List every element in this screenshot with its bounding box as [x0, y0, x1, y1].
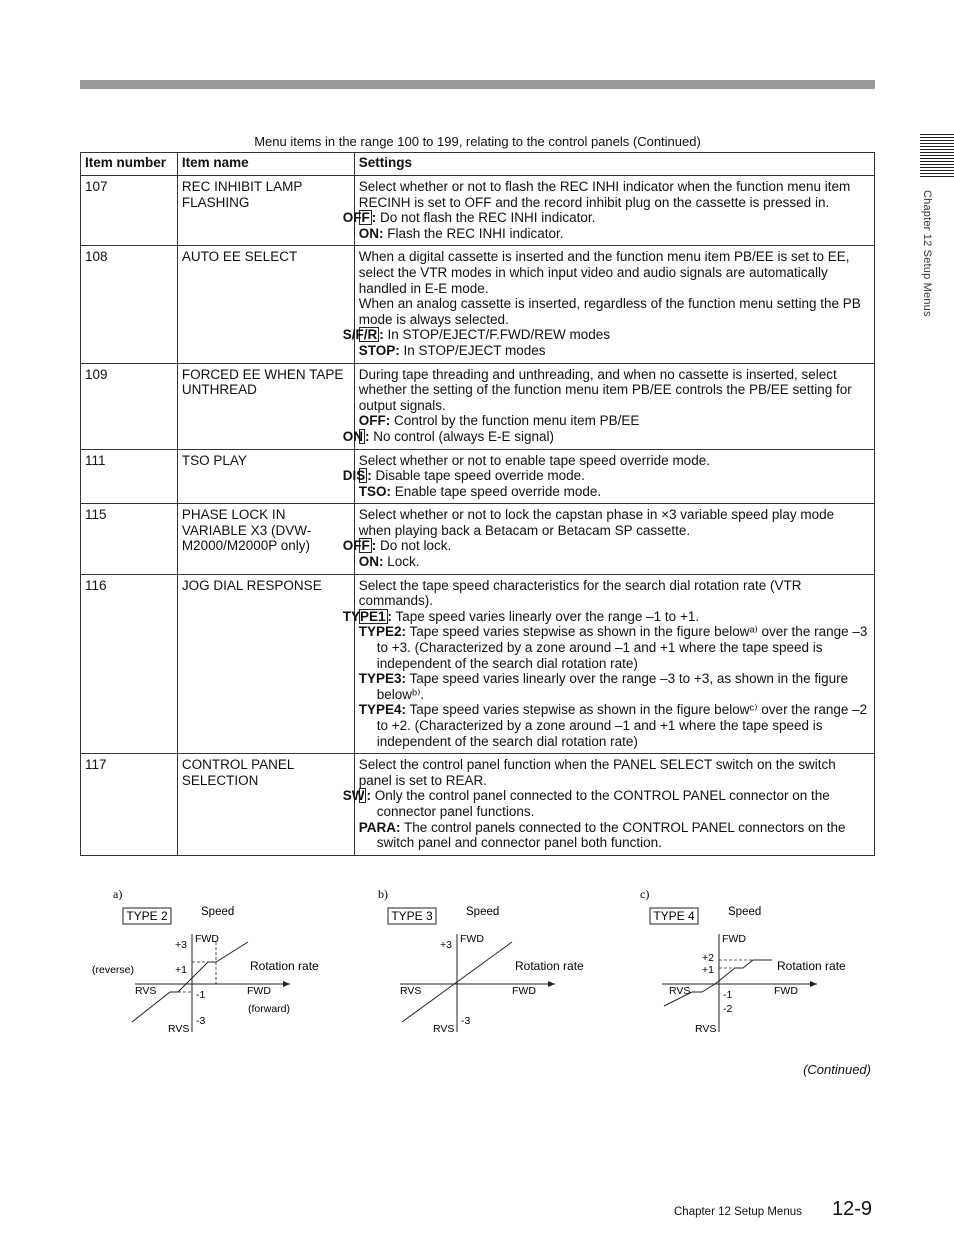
- tick-label-plus1: +1: [175, 964, 187, 976]
- fwd-top-label: FWD: [722, 933, 746, 945]
- settings-description: Select whether or not to enable tape speed override mode.: [358, 452, 710, 468]
- tick-label-minus1: -1: [196, 989, 206, 1001]
- setting-option: [359, 484, 870, 500]
- option-colon: :: [367, 468, 372, 484]
- axis-arrow-icon: [548, 981, 555, 987]
- setting-option: [342, 428, 870, 445]
- setting-option: [359, 624, 870, 671]
- setting-option: [359, 413, 870, 429]
- item-settings: [342, 449, 874, 504]
- option-text: Do not flash the REC INHI indicator.: [376, 210, 596, 226]
- header-item-number: Item number: [81, 153, 178, 176]
- option-label: OFF:: [358, 413, 391, 429]
- figure-letter: b): [378, 887, 388, 901]
- settings-description: When an analog cassette is inserted, regardless of the function menu setting the PB mode is always selected.: [358, 296, 861, 327]
- figures-svg: [80, 884, 875, 1044]
- speed-axis-label: Speed: [728, 906, 762, 918]
- figure-type-label: TYPE 2: [126, 909, 168, 923]
- item-name: CONTROL PANEL SELECTION: [177, 754, 354, 856]
- table-header-row: [81, 153, 875, 176]
- table-row: [81, 754, 875, 856]
- default-option-label: TYPE1: [342, 608, 386, 624]
- setting-option: [359, 702, 870, 749]
- default-option-label: DIS: [342, 468, 366, 484]
- jog-response-figures: [80, 884, 875, 1044]
- item-number: 108: [81, 246, 178, 363]
- fwd-right-label: FWD: [512, 985, 536, 997]
- setting-option: [342, 788, 870, 819]
- tick-label-plus3: +3: [175, 939, 187, 951]
- header-settings: Settings: [354, 153, 874, 176]
- option-label: STOP:: [358, 342, 400, 358]
- item-name: PHASE LOCK IN VARIABLE X3 (DVW-M2000/M2000P only): [177, 504, 354, 574]
- tick-label-minus2: -2: [723, 1003, 733, 1015]
- continued-note: (Continued): [803, 1062, 871, 1077]
- option-label: PARA:: [358, 819, 401, 835]
- footer-chapter: Chapter 12 Setup Menus: [674, 1206, 802, 1218]
- item-settings: [342, 176, 874, 246]
- setting-option: [342, 210, 870, 226]
- table-row: [81, 449, 875, 504]
- table-row: [81, 574, 875, 754]
- tick-label-minus3: -3: [461, 1015, 471, 1027]
- fwd-right-label: FWD: [774, 985, 798, 997]
- reverse-label: (reverse): [92, 964, 135, 976]
- item-settings: [342, 574, 874, 754]
- option-label: ON:: [358, 225, 384, 241]
- option-label: ON:: [358, 554, 384, 570]
- rvs-bottom-label: RVS: [168, 1023, 190, 1035]
- setting-option: [342, 327, 870, 343]
- default-option-label: S/F/R: [342, 327, 378, 343]
- settings-description: When a digital cassette is inserted and the function menu item PB/EE is set to EE, select the VTR modes in which input video and audio signals are automatically handled in E-E mode.: [358, 249, 850, 296]
- tick-label-plus3: +3: [440, 939, 452, 951]
- figure-letter: c): [640, 887, 650, 901]
- default-option-label: ON: [342, 428, 363, 444]
- item-name: TSO PLAY: [177, 449, 354, 504]
- option-label: TYPE4:: [358, 702, 406, 718]
- option-colon: :: [366, 788, 371, 804]
- table-caption: Menu items in the range 100 to 199, relating to the control panels (Continued): [254, 134, 701, 149]
- item-number: 111: [81, 449, 178, 504]
- table-row: [81, 363, 875, 449]
- rvs-left-label: RVS: [135, 985, 157, 997]
- item-name: AUTO EE SELECT: [177, 246, 354, 363]
- fwd-right-label: FWD: [247, 985, 271, 997]
- option-colon: :: [387, 608, 393, 624]
- item-settings: [342, 363, 874, 449]
- item-name: FORCED EE WHEN TAPE UNTHREAD: [177, 363, 354, 449]
- table-row: [81, 504, 875, 574]
- option-label: TYPE2:: [358, 624, 406, 640]
- item-number: 115: [81, 504, 178, 574]
- speed-axis-label: Speed: [201, 906, 235, 918]
- rotation-rate-label: Rotation rate: [777, 959, 846, 973]
- tick-label-minus3: -3: [196, 1015, 206, 1027]
- option-text: Tape speed varies linearly over the range –3 to +3, as shown in the figure belowᵇ⁾.: [376, 671, 849, 702]
- option-text: Tape speed varies linearly over the range –1 to +1.: [392, 608, 700, 624]
- default-option-label: OFF: [342, 210, 370, 226]
- rvs-bottom-label: RVS: [433, 1023, 455, 1035]
- item-number: 116: [81, 574, 178, 754]
- axis-arrow-icon: [810, 981, 817, 987]
- rvs-left-label: RVS: [400, 985, 422, 997]
- setting-option: [342, 608, 870, 625]
- table-row: [81, 246, 875, 363]
- rotation-rate-label: Rotation rate: [250, 959, 319, 973]
- item-settings: [342, 246, 874, 363]
- option-label: TSO:: [358, 483, 391, 499]
- default-option-label: SW: [342, 788, 365, 804]
- rotation-rate-label: Rotation rate: [515, 959, 584, 973]
- setting-option: [342, 468, 870, 484]
- option-text: Tape speed varies stepwise as shown in the figure belowᵃ⁾ over the range –3 to +3. (Characterized by a zone around –1 and +1 where the tape speed is independent of the search dial rotation rate): [376, 624, 868, 671]
- item-number: 117: [81, 754, 178, 856]
- option-text: Only the control panel connected to the CONTROL PANEL connector on the connector panel functions.: [370, 788, 830, 819]
- figure-type-label: TYPE 3: [391, 909, 433, 923]
- figure-type-label: TYPE 4: [653, 909, 695, 923]
- option-text: Disable tape speed override mode.: [371, 468, 585, 484]
- option-text: Enable tape speed override mode.: [390, 483, 602, 499]
- setting-option: [359, 226, 870, 242]
- item-number: 109: [81, 363, 178, 449]
- fwd-top-label: FWD: [460, 933, 484, 945]
- default-option-label: OFF: [342, 538, 370, 554]
- settings-description: Select the control panel function when the PANEL SELECT switch on the switch panel is set to REAR.: [358, 757, 836, 788]
- option-text: No control (always E-E signal): [369, 428, 555, 444]
- option-text: Flash the REC INHI indicator.: [383, 225, 564, 241]
- option-colon: :: [379, 327, 384, 343]
- item-name: REC INHIBIT LAMP FLASHING: [177, 176, 354, 246]
- settings-description: Select the tape speed characteristics for the search dial rotation rate (VTR commands).: [358, 577, 802, 609]
- item-number: 107: [81, 176, 178, 246]
- item-name: JOG DIAL RESPONSE: [177, 574, 354, 754]
- axis-arrow-icon: [283, 981, 290, 987]
- option-text: Do not lock.: [376, 538, 452, 554]
- option-text: In STOP/EJECT modes: [399, 342, 546, 358]
- item-settings: [342, 504, 874, 574]
- option-text: Lock.: [383, 554, 420, 570]
- tick-label-minus1: -1: [723, 989, 733, 1001]
- option-colon: :: [371, 538, 377, 554]
- item-settings: [342, 754, 874, 856]
- speed-curve: [664, 960, 772, 1006]
- option-label: TYPE3:: [358, 671, 406, 687]
- forward-label: (forward): [248, 1003, 291, 1015]
- figure-letter: a): [113, 887, 123, 901]
- setting-option: [359, 343, 870, 359]
- tick-label-plus2: +2: [702, 952, 714, 964]
- menu-items-table: [80, 152, 875, 856]
- option-colon: :: [371, 210, 377, 226]
- setting-option: [359, 671, 870, 702]
- top-rule: [80, 80, 875, 89]
- option-text: The control panels connected to the CONTROL PANEL connectors on the switch panel and connector panel both function.: [376, 819, 846, 851]
- option-text: Tape speed varies stepwise as shown in the figure belowᶜ⁾ over the range –2 to +2. (Characterized by a zone around –1 and +1 where the tape speed is independent of the search dial rotation rate): [376, 702, 868, 749]
- header-item-name: Item name: [177, 153, 354, 176]
- settings-description: During tape threading and unthreading, and when no cassette is inserted, select whether the setting of the function menu item PB/EE controls the PB/EE setting for output signals.: [358, 366, 852, 413]
- option-text: Control by the function menu item PB/EE: [390, 413, 640, 429]
- setting-option: [359, 554, 870, 570]
- speed-axis-label: Speed: [466, 906, 500, 918]
- settings-description: Select whether or not to flash the REC INHI indicator when the function menu item RECINH is set to OFF and the record inhibit plug on the cassette is pressed in.: [358, 179, 851, 210]
- chapter-side-label: Chapter 12 Setup Menus: [921, 190, 933, 317]
- page-number: 12-9: [832, 1198, 873, 1220]
- tick-label-plus1: +1: [702, 964, 714, 976]
- option-colon: :: [364, 428, 370, 444]
- rvs-bottom-label: RVS: [695, 1023, 717, 1035]
- table-row: [81, 176, 875, 246]
- fwd-top-label: FWD: [195, 933, 219, 945]
- option-text: In STOP/EJECT/F.FWD/REW modes: [383, 327, 611, 343]
- rvs-left-label: RVS: [669, 985, 691, 997]
- setting-option: [342, 538, 870, 554]
- setting-option: [359, 820, 870, 851]
- speed-curve: [132, 942, 248, 1022]
- settings-description: Select whether or not to lock the capstan phase in ×3 variable speed play mode when playing back a Betacam or Betacam SP cassette.: [358, 507, 835, 538]
- chapter-tab-marker: [920, 134, 954, 178]
